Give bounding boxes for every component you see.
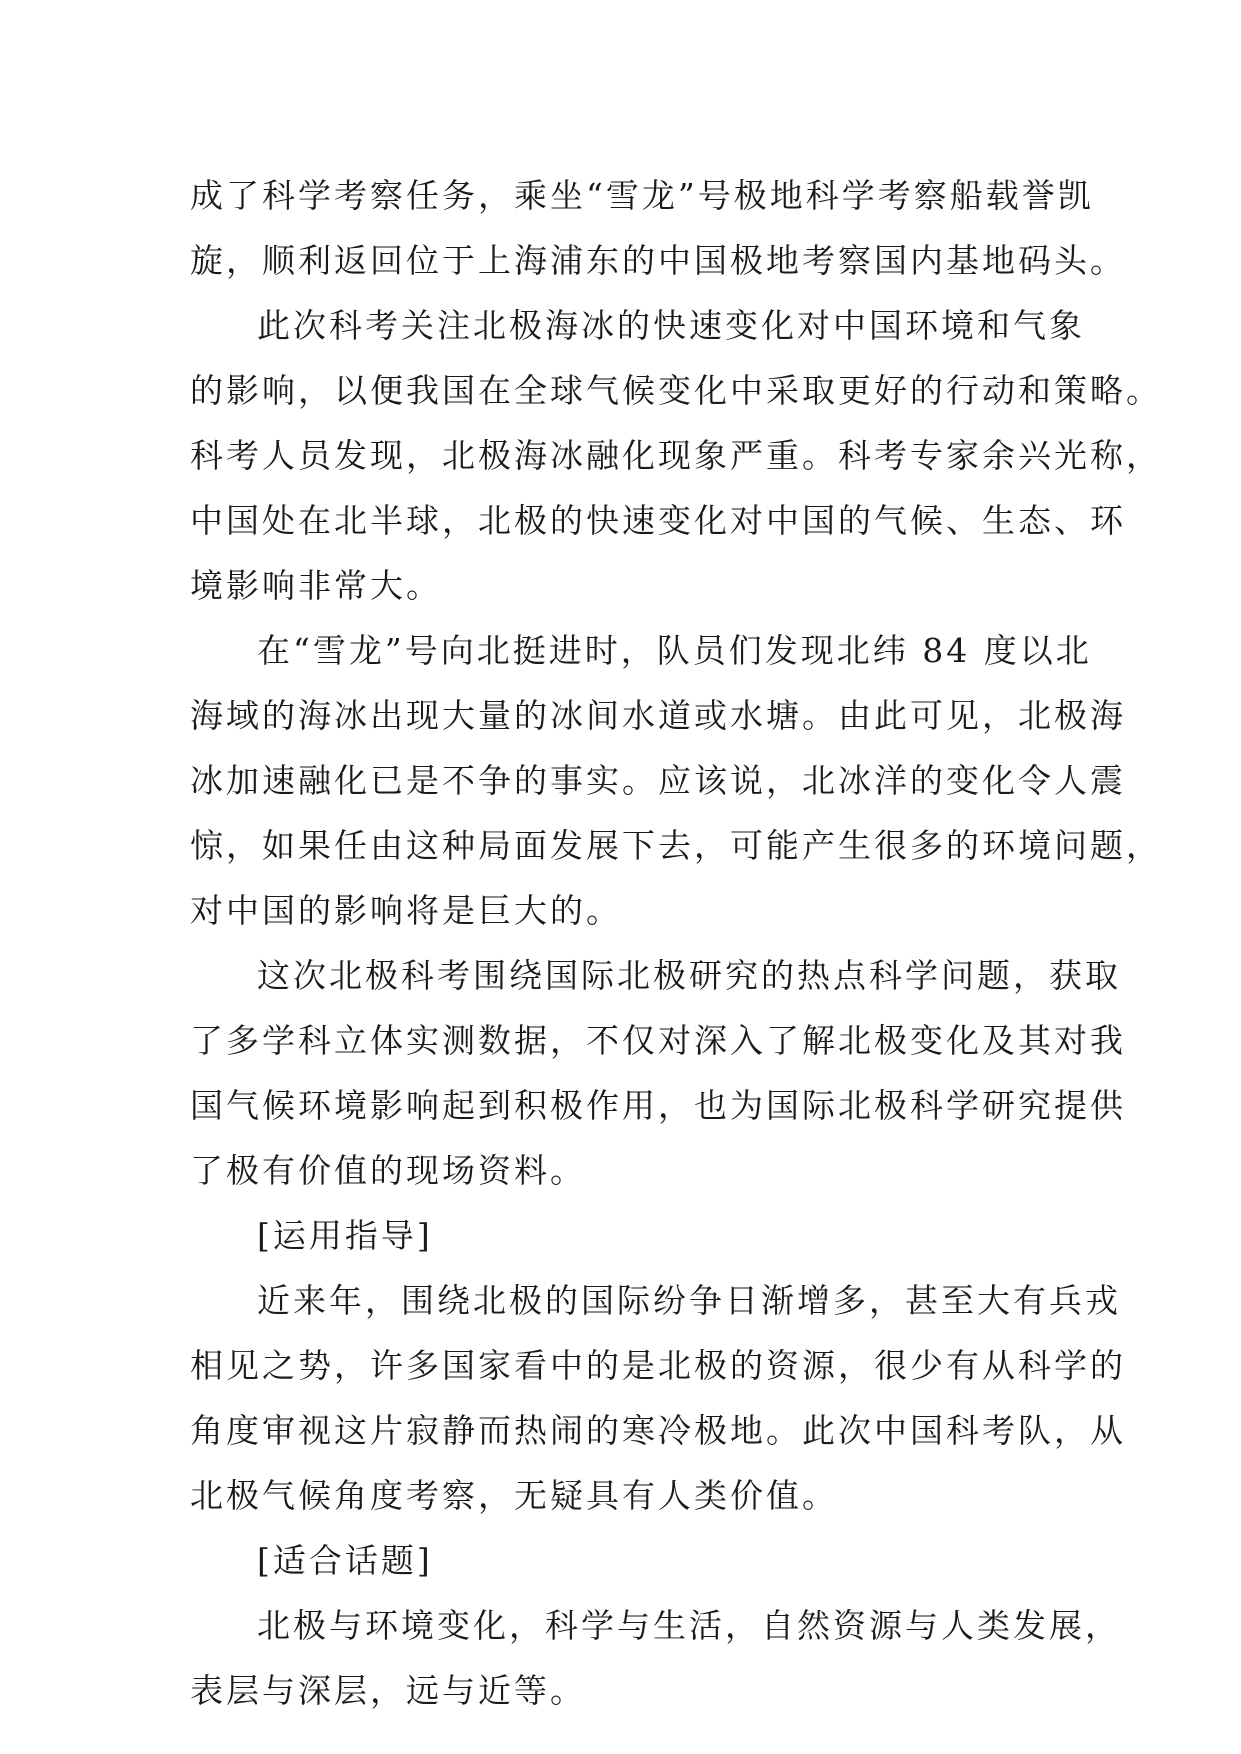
text-line: 冰加速融化已是不争的事实。应该说，北冰洋的变化令人震 <box>190 761 1126 800</box>
text-line: [适合话题] <box>257 1541 433 1580</box>
document-body <box>190 163 1162 1723</box>
text-line: 了多学科立体实测数据，不仅对深入了解北极变化及其对我 <box>190 1021 1126 1060</box>
text-line: 国气候环境影响起到积极作用，也为国际北极科学研究提供 <box>190 1086 1126 1125</box>
text-line: 此次科考关注北极海冰的快速变化对中国环境和气象 <box>257 306 1085 345</box>
text-line: 成了科学考察任务，乘坐“雪龙”号极地科学考察船载誉凯 <box>190 176 1094 215</box>
text-line: 旋，顺利返回位于上海浦东的中国极地考察国内基地码头。 <box>190 241 1126 280</box>
text-line: 境影响非常大。 <box>190 566 442 605</box>
text-line: 的影响，以便我国在全球气候变化中采取更好的行动和策略。 <box>190 371 1162 410</box>
text-line: 海域的海冰出现大量的冰间水道或水塘。由此可见，北极海 <box>190 696 1126 735</box>
text-line: 中国处在北半球，北极的快速变化对中国的气候、生态、环 <box>190 501 1126 540</box>
text-line: 北极与环境变化，科学与生活，自然资源与人类发展， <box>257 1606 1121 1645</box>
text-line: 角度审视这片寂静而热闹的寒冷极地。此次中国科考队，从 <box>190 1411 1126 1450</box>
text-line: 惊，如果任由这种局面发展下去，可能产生很多的环境问题， <box>190 826 1162 865</box>
text-line: 对中国的影响将是巨大的。 <box>190 891 622 930</box>
text-line: [运用指导] <box>257 1216 433 1255</box>
text-line: 表层与深层，远与近等。 <box>190 1671 586 1710</box>
text-line: 在“雪龙”号向北挺进时，队员们发现北纬 84 度以北 <box>257 631 1092 670</box>
text-line: 了极有价值的现场资料。 <box>190 1151 586 1190</box>
text-line: 这次北极科考围绕国际北极研究的热点科学问题，获取 <box>257 956 1121 995</box>
text-line: 相见之势，许多国家看中的是北极的资源，很少有从科学的 <box>190 1346 1126 1385</box>
text-line: 科考人员发现，北极海冰融化现象严重。科考专家余兴光称， <box>190 436 1162 475</box>
text-line: 北极气候角度考察，无疑具有人类价值。 <box>190 1476 838 1515</box>
text-line: 近来年，围绕北极的国际纷争日渐增多，甚至大有兵戎 <box>257 1281 1121 1320</box>
